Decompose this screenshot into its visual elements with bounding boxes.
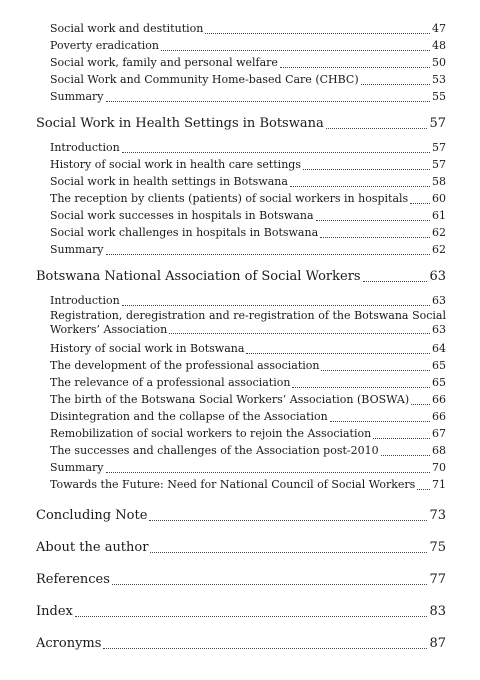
entry-page: 57 [432, 141, 446, 154]
toc-entry[interactable] [50, 224, 446, 241]
dot-leader [205, 33, 430, 34]
toc-entry[interactable] [50, 37, 446, 54]
dot-leader [280, 67, 430, 68]
dot-leader [106, 254, 430, 255]
dot-leader [169, 333, 430, 334]
entry-title: Introduction [50, 141, 120, 154]
entry-page: 64 [432, 342, 446, 355]
entry-page: 71 [432, 478, 446, 491]
entry-page: 73 [429, 508, 446, 523]
toc-entry[interactable] [50, 71, 446, 88]
dot-leader [410, 203, 430, 204]
toc-entry[interactable] [50, 20, 446, 37]
dot-leader [373, 438, 430, 439]
entry-title: Acronyms [36, 636, 102, 651]
dot-leader [106, 472, 430, 473]
toc-entry-backmatter[interactable] [36, 507, 446, 525]
entry-page: 66 [432, 410, 446, 423]
entry-title: References [36, 572, 110, 587]
entry-title: Social work successes in hospitals in Botswana [50, 209, 314, 222]
entry-title: The successes and challenges of the Association post-2010 [50, 444, 379, 457]
dot-leader [303, 169, 430, 170]
toc-entry-wrapped[interactable] [50, 309, 446, 337]
dot-leader [290, 186, 430, 187]
entry-title: Summary [50, 90, 104, 103]
dot-leader [292, 387, 430, 388]
dot-leader [103, 648, 427, 649]
dot-leader [122, 152, 430, 153]
dot-leader [316, 220, 430, 221]
chapter-title: Social Work in Health Settings in Botswana [36, 116, 324, 131]
dot-leader [326, 128, 428, 129]
dot-leader [417, 489, 430, 490]
toc-entry[interactable] [50, 408, 446, 425]
entry-title: Social work challenges in hospitals in Botswana [50, 226, 319, 239]
toc-entry[interactable] [50, 459, 446, 476]
entry-title: Index [36, 604, 73, 619]
entry-title: Summary [50, 461, 104, 474]
entry-page: 68 [432, 444, 446, 457]
entry-title: History of social work in health care settings [50, 158, 301, 171]
dot-leader [321, 370, 430, 371]
toc-entry[interactable] [50, 156, 446, 173]
entry-title-line2: Workers’ Association [50, 323, 168, 336]
entry-title: Summary [50, 243, 104, 256]
toc-entry[interactable] [50, 139, 446, 156]
entry-page: 65 [432, 359, 446, 372]
dot-leader [75, 616, 428, 617]
toc-entry[interactable] [50, 173, 446, 190]
entry-page: 87 [429, 636, 446, 651]
toc-entry[interactable] [50, 340, 446, 357]
entry-page: 53 [432, 73, 446, 86]
entry-page: 62 [432, 226, 446, 239]
entry-title: Introduction [50, 294, 120, 307]
entry-title-line1: Registration, deregistration and re-registration of the Botswana Social [50, 309, 446, 322]
toc-entry[interactable] [50, 425, 446, 442]
chapter-heading[interactable] [36, 268, 446, 286]
toc-entry[interactable] [50, 476, 446, 493]
toc-entry[interactable] [50, 357, 446, 374]
chapter-heading[interactable] [36, 115, 446, 133]
entry-title: Social work, family and personal welfare [50, 56, 278, 69]
dot-leader [411, 404, 430, 405]
entry-page: 57 [432, 158, 446, 171]
entry-page: 63 [432, 323, 446, 336]
entry-title: History of social work in Botswana [50, 342, 245, 355]
entry-title: Poverty eradication [50, 39, 159, 52]
entry-title: Social work in health settings in Botswana [50, 175, 288, 188]
toc-entry[interactable] [50, 391, 446, 408]
entry-page: 77 [429, 572, 446, 587]
dot-leader [161, 50, 430, 51]
entry-title: Remobilization of social workers to rejoin the Association [50, 427, 372, 440]
entry-page: 75 [429, 540, 446, 555]
entry-page: 65 [432, 376, 446, 389]
entry-title: The relevance of a professional association [50, 376, 291, 389]
entry-page: 83 [429, 604, 446, 619]
toc-entry[interactable] [50, 442, 446, 459]
entry-page: 62 [432, 243, 446, 256]
entry-title: Disintegration and the collapse of the Association [50, 410, 328, 423]
entry-title: Concluding Note [36, 508, 148, 523]
toc-entry[interactable] [50, 241, 446, 258]
toc-entry[interactable] [50, 207, 446, 224]
dot-leader [363, 281, 428, 282]
entry-title: About the author [36, 540, 149, 555]
toc-entry-backmatter[interactable] [36, 635, 446, 653]
dot-leader [361, 84, 430, 85]
entry-page: 70 [432, 461, 446, 474]
dot-leader [320, 237, 430, 238]
chapter2-entries [36, 292, 446, 493]
toc-entry-backmatter[interactable] [36, 539, 446, 557]
toc-entry[interactable] [50, 88, 446, 105]
toc-entry-backmatter[interactable] [36, 603, 446, 621]
dot-leader [330, 421, 430, 422]
entry-title: The birth of the Botswana Social Workers’ Association (BOSWA) [50, 393, 410, 406]
entry-page: 61 [432, 209, 446, 222]
dot-leader [112, 584, 428, 585]
toc-entry-backmatter[interactable] [36, 571, 446, 589]
chapter1-entries [36, 139, 446, 258]
entry-page: 67 [432, 427, 446, 440]
entry-title: The reception by clients (patients) of social workers in hospitals [50, 192, 409, 205]
entry-page: 55 [432, 90, 446, 103]
back-matter [36, 507, 446, 653]
dot-leader [149, 520, 427, 521]
dot-leader [150, 552, 427, 553]
toc-entry[interactable] [50, 54, 446, 71]
dot-leader [246, 353, 430, 354]
entry-title: Towards the Future: Need for National Council of Social Workers [50, 478, 416, 491]
top-entries [36, 20, 446, 105]
toc-entry[interactable] [50, 292, 446, 309]
entry-title: Social work and destitution [50, 22, 204, 35]
entry-title: Social Work and Community Home-based Care (CHBC) [50, 73, 359, 86]
entry-page: 47 [432, 22, 446, 35]
entry-page: 50 [432, 56, 446, 69]
chapter-page: 63 [429, 269, 446, 284]
entry-page: 58 [432, 175, 446, 188]
dot-leader [381, 455, 430, 456]
toc-entry[interactable] [50, 374, 446, 391]
entry-page: 48 [432, 39, 446, 52]
dot-leader [106, 101, 430, 102]
dot-leader [122, 305, 430, 306]
entry-page: 63 [432, 294, 446, 307]
toc-entry[interactable] [50, 190, 446, 207]
entry-page: 60 [432, 192, 446, 205]
entry-title: The development of the professional association [50, 359, 320, 372]
chapter-page: 57 [429, 116, 446, 131]
entry-page: 66 [432, 393, 446, 406]
chapter-title: Botswana National Association of Social Workers [36, 269, 361, 284]
